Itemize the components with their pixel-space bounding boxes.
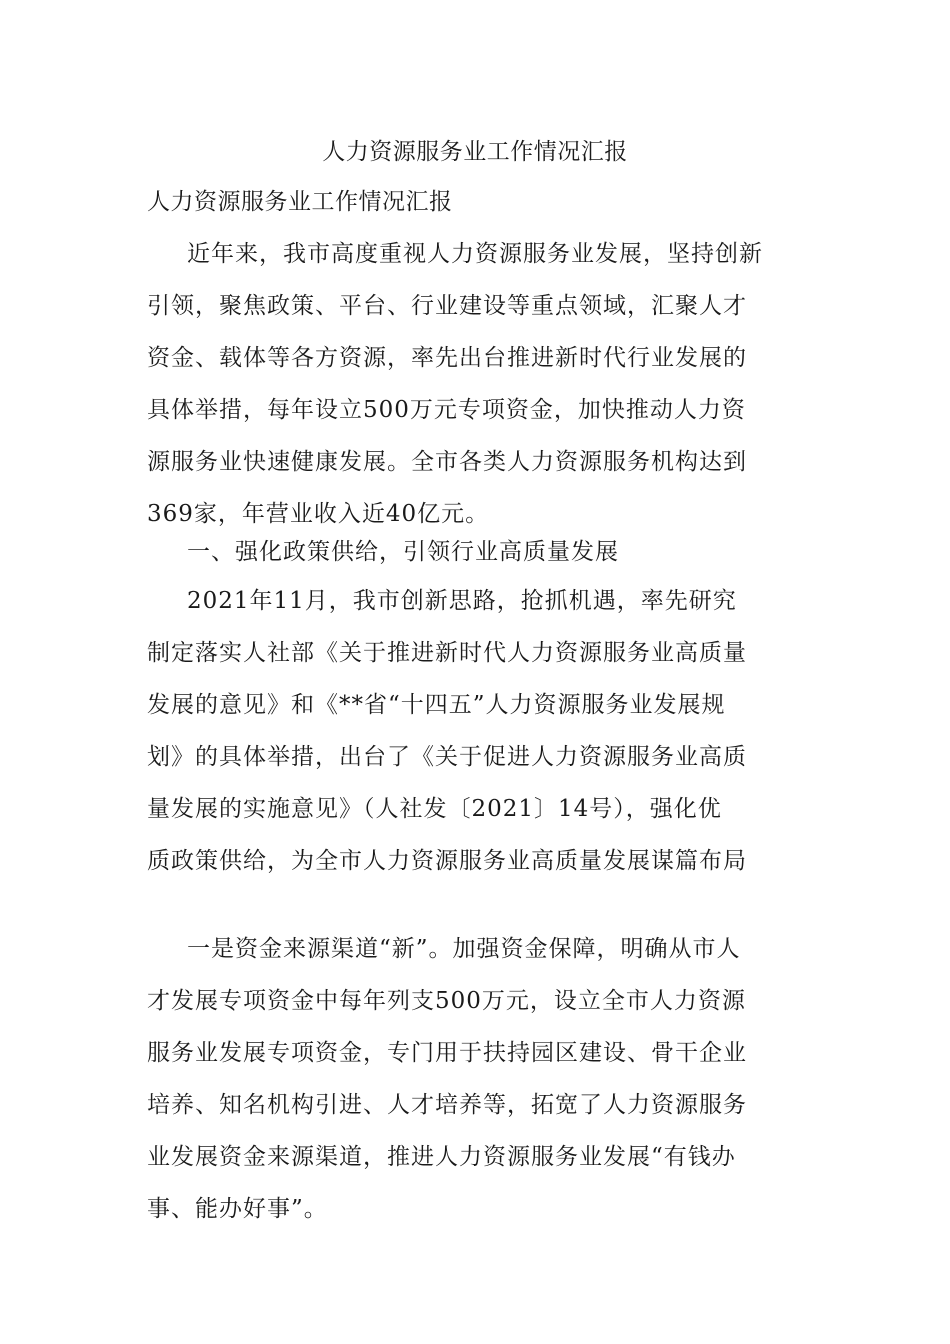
- paragraph-line: 事、能办好事”。: [147, 1196, 328, 1222]
- paragraph-line: 制定落实人社部《关于推进新时代人力资源服务业高质量: [147, 640, 747, 666]
- paragraph-line: 发展的意见》和《**省“十四五”人力资源服务业发展规: [147, 692, 726, 718]
- paragraph-line: 引领，聚焦政策、平台、行业建设等重点领域，汇聚人才: [147, 293, 747, 319]
- paragraph-line: 2021年11月，我市创新思路，抢抓机遇，率先研究: [187, 588, 737, 614]
- paragraph-line: 一是资金来源渠道“新”。加强资金保障，明确从市人: [187, 936, 741, 962]
- paragraph-line: 培养、知名机构引进、人才培养等，拓宽了人力资源服务: [147, 1092, 747, 1118]
- paragraph-line: 划》的具体举措，出台了《关于促进人力资源服务业高质: [147, 744, 747, 770]
- paragraph-funding: [147, 923, 809, 1235]
- document-title: 人力资源服务业工作情况汇报: [322, 139, 628, 165]
- section-heading: [147, 526, 809, 578]
- paragraph-line: 资金、载体等各方资源，率先出台推进新时代行业发展的: [147, 345, 747, 371]
- paragraph-line: 才发展专项资金中每年列支500万元，设立全市人力资源: [147, 988, 746, 1014]
- paragraph-line: 源服务业快速健康发展。全市各类人力资源服务机构达到: [147, 449, 747, 475]
- section-heading-text: 一、强化政策供给，引领行业高质量发展: [187, 539, 619, 565]
- paragraph-line: 业发展资金来源渠道，推进人力资源服务业发展“有钱办: [147, 1144, 736, 1170]
- paragraph-line: 369家，年营业收入近40亿元。: [147, 501, 490, 527]
- paragraph-line: 服务业发展专项资金，专门用于扶持园区建设、骨干企业: [147, 1040, 747, 1066]
- paragraph-policy: [147, 575, 809, 887]
- paragraph-line: 质政策供给，为全市人力资源服务业高质量发展谋篇布局: [147, 848, 747, 874]
- paragraph-line: 量发展的实施意见》（人社发〔2021〕14号），强化优: [147, 796, 722, 822]
- document-subtitle: 人力资源服务业工作情况汇报: [147, 189, 453, 215]
- paragraph-line: 近年来，我市高度重视人力资源服务业发展，坚持创新: [187, 241, 763, 267]
- paragraph-intro: [147, 228, 809, 540]
- paragraph-line: 具体举措，每年设立500万元专项资金，加快推动人力资: [147, 397, 746, 423]
